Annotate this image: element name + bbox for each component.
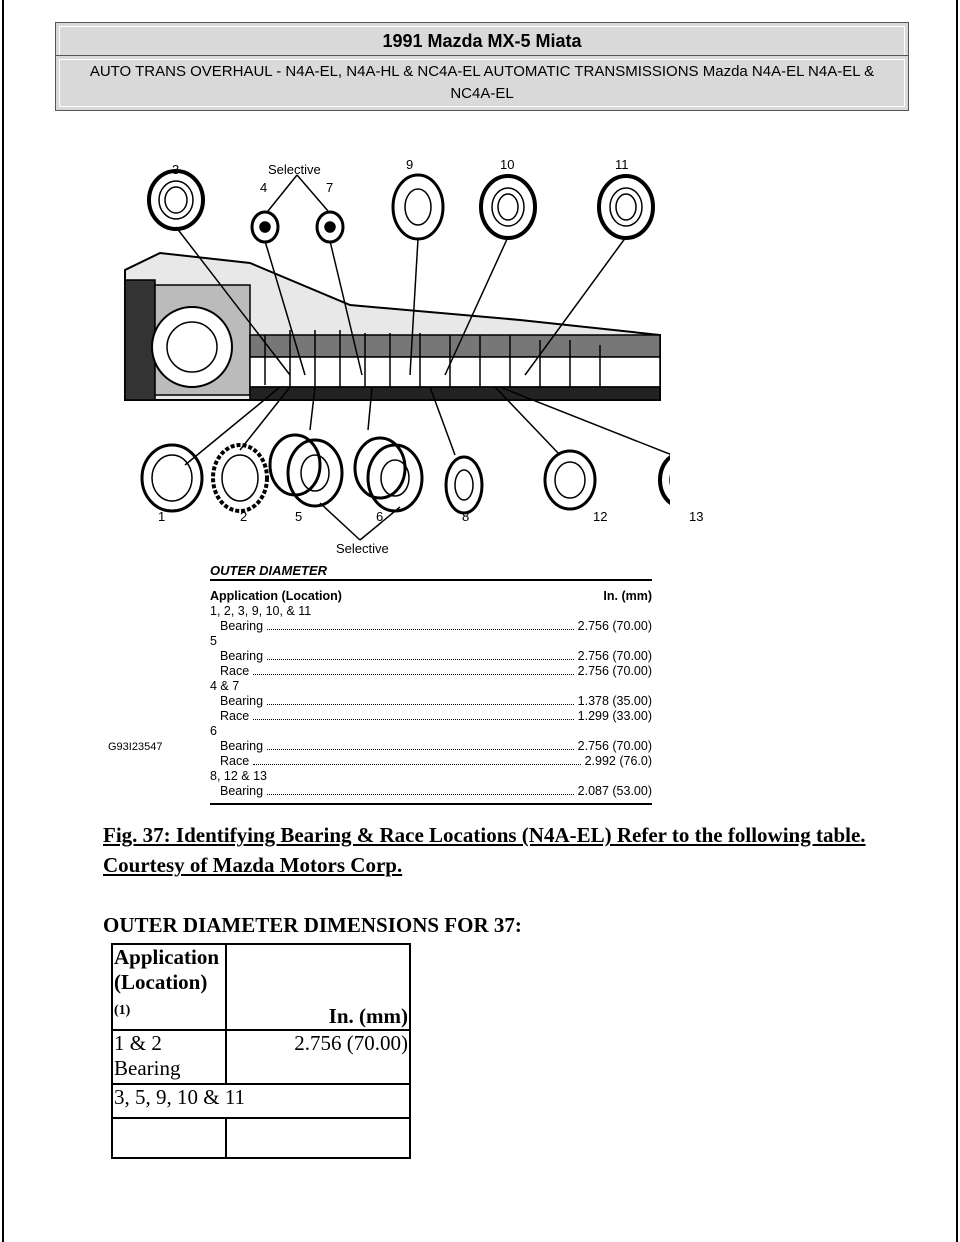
spec-row xyxy=(210,784,652,799)
spec-row-leader xyxy=(267,696,574,705)
spec-row-value: 2.087 (53.00) xyxy=(577,784,652,798)
spec-row xyxy=(210,664,652,679)
spec-row xyxy=(210,619,652,634)
bearing-1-illustration xyxy=(142,445,202,511)
bearing-8-illustration xyxy=(446,457,482,513)
spec-row-leader xyxy=(253,666,573,675)
spec-row xyxy=(210,604,652,619)
callout-9: 9 xyxy=(406,157,414,172)
figure-code: G93I23547 xyxy=(108,741,163,753)
figure-caption: Fig. 37: Identifying Bearing & Race Locations (N4A-EL) Refer to the following table. Courtesy of Mazda Motors Corp. xyxy=(103,823,866,877)
bearing-12-illustration xyxy=(545,451,595,509)
table-row xyxy=(112,1118,410,1158)
spec-row-value: 2.756 (70.00) xyxy=(577,664,652,678)
spec-row xyxy=(210,649,652,664)
spec-row xyxy=(210,754,652,769)
bearing-10-illustration xyxy=(481,176,535,238)
callout-12: 12 xyxy=(593,509,608,524)
bearing-2-illustration xyxy=(213,445,267,511)
bearing-7-illustration xyxy=(317,212,343,242)
spec-row-leader xyxy=(253,711,573,720)
table-header-unit: In. (mm) xyxy=(226,944,410,1030)
spec-row-label: 5 xyxy=(210,634,217,648)
bearing-11-illustration xyxy=(599,176,653,238)
spec-rows xyxy=(210,604,652,799)
callout-4: 4 xyxy=(260,180,268,195)
spec-row xyxy=(210,709,652,724)
callout-10: 10 xyxy=(500,157,515,172)
spec-row-label: 8, 12 & 13 xyxy=(210,769,267,783)
spec-row-label: Bearing xyxy=(220,619,264,633)
footnote-marker: (1) xyxy=(114,1003,131,1018)
spec-heading: OUTER DIAMETER xyxy=(210,563,652,581)
bearing-3-illustration xyxy=(149,171,203,229)
callout-8: 8 xyxy=(462,509,470,524)
callout-7: 7 xyxy=(326,180,334,195)
table-row xyxy=(112,1030,410,1084)
callout-selective-top: Selective xyxy=(268,162,321,177)
table-cell-application: 3, 5, 9, 10 & 11 xyxy=(112,1084,410,1118)
callout-6: 6 xyxy=(376,509,384,524)
spec-row-value: 2.992 (76.0) xyxy=(584,754,652,768)
spec-row-leader xyxy=(267,786,574,795)
spec-col-application: Application (Location) xyxy=(210,589,342,603)
table-cell-value: 2.756 (70.00) xyxy=(226,1030,410,1084)
spec-row xyxy=(210,739,652,754)
spec-row-leader xyxy=(267,741,574,750)
spec-row-label: 1, 2, 3, 9, 10, & 11 xyxy=(210,604,312,618)
table-cell-value xyxy=(226,1118,410,1158)
outer-diameter-spec xyxy=(210,563,652,805)
spec-row-leader xyxy=(253,756,580,765)
spec-row xyxy=(210,724,652,739)
spec-row xyxy=(210,769,652,784)
table-row xyxy=(112,1084,410,1118)
document-title: 1991 Mazda MX-5 Miata xyxy=(382,30,582,51)
callout-2: 2 xyxy=(240,509,248,524)
spec-row-label: 4 & 7 xyxy=(210,679,240,693)
spec-row-label: 6 xyxy=(210,724,217,738)
table-header-row xyxy=(112,944,410,1030)
bearing-4-illustration xyxy=(252,212,278,242)
spec-row-label: Bearing xyxy=(220,739,264,753)
spec-row-label: Bearing xyxy=(220,649,264,663)
callout-11: 11 xyxy=(615,157,629,172)
document-subtitle: AUTO TRANS OVERHAUL - N4A-EL, N4A-HL & NC4A-EL AUTOMATIC TRANSMISSIONS Mazda N4A-EL N4A-EL & NC4A-EL xyxy=(89,63,875,102)
bearing-9-illustration xyxy=(393,175,443,239)
spec-row-value: 1.378 (35.00) xyxy=(577,694,652,708)
spec-row-leader xyxy=(267,651,574,660)
spec-row-label: Bearing xyxy=(220,694,264,708)
bearing-location-figure xyxy=(100,135,704,798)
callout-1: 1 xyxy=(158,509,166,524)
callout-13: 13 xyxy=(689,509,704,524)
table-header-application: Application (Location) (1) xyxy=(112,944,226,1030)
spec-row-label: Race xyxy=(220,709,250,723)
spec-row-label: Bearing xyxy=(220,784,264,798)
spec-row-value: 2.756 (70.00) xyxy=(577,739,652,753)
spec-row xyxy=(210,634,652,649)
document-subtitle-bar xyxy=(55,55,909,111)
page-border-right xyxy=(956,0,958,1242)
bearing-5-illustration xyxy=(270,435,342,506)
spec-row-value: 2.756 (70.00) xyxy=(577,649,652,663)
spec-row-leader xyxy=(267,621,574,630)
spec-row-value: 2.756 (70.00) xyxy=(577,619,652,633)
callout-5: 5 xyxy=(295,509,303,524)
page-border-left xyxy=(2,0,4,1242)
spec-row-label: Race xyxy=(220,754,250,768)
spec-row-label: Race xyxy=(220,664,250,678)
bearing-13-illustration xyxy=(660,454,670,506)
spec-row xyxy=(210,694,652,709)
callout-selective-bottom: Selective xyxy=(336,541,389,556)
spec-row xyxy=(210,679,652,694)
table-title: OUTER DIAMETER DIMENSIONS FOR 37: xyxy=(103,913,522,937)
bearing-6-illustration xyxy=(355,438,422,511)
spec-col-unit: In. (mm) xyxy=(603,589,652,603)
spec-row-value: 1.299 (33.00) xyxy=(577,709,652,723)
table-cell-application xyxy=(112,1118,226,1158)
table-cell-application: 1 & 2 Bearing xyxy=(112,1030,226,1084)
callout-3: 3 xyxy=(172,162,180,177)
outer-diameter-table xyxy=(111,943,411,1159)
